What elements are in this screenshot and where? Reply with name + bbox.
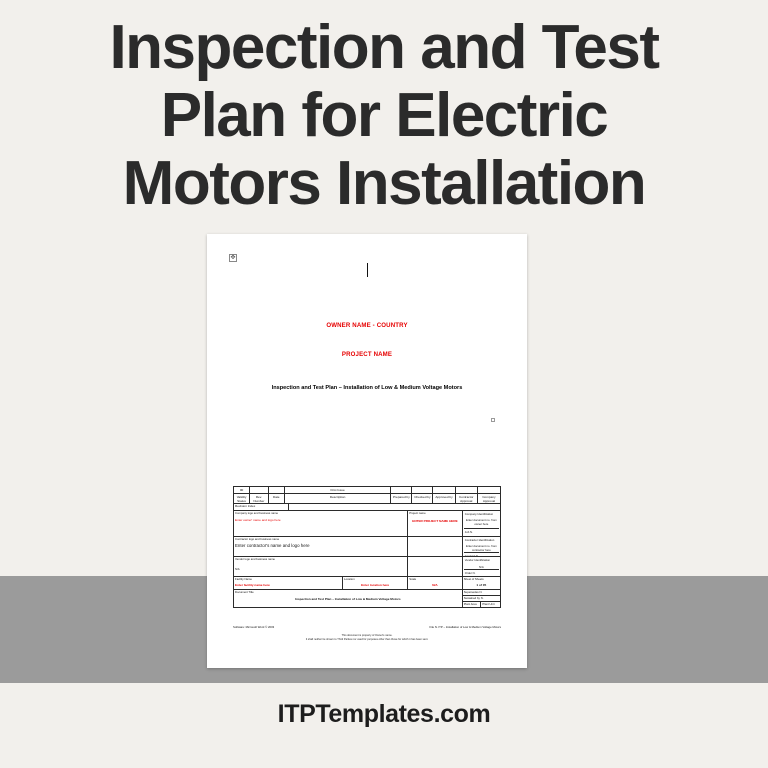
revision-index-cell: Revision Index [234,504,289,511]
col-validity-status: Validity Status [234,494,250,504]
location-value: Enter location here [361,583,390,587]
revision-columns-row [234,494,500,504]
brand-footer: ITPTemplates.com [277,700,491,728]
document-title-row [234,590,500,607]
plant-area-label: Plant Area [463,602,477,606]
project-name-value: ENTER PROJECT NAME HERE [412,519,458,523]
spacer-cell-f [456,487,478,494]
plant-unit-label: Plant Unit [482,602,495,606]
contractor-row [234,537,500,557]
document-title-block [234,590,463,607]
project-name-label: Project name [409,511,426,515]
company-identification-value: Enter document no. from owner here [465,517,497,526]
sheet-value: 1 of 05 [476,583,487,587]
document-footer-row [233,625,501,629]
page-title [0,14,768,218]
contractor-row-spacer [408,537,463,557]
page-title-line-2: Plan for Electric [160,81,608,150]
contractor-identification-label: Contractor Identification [464,537,495,542]
order-number-cell [464,570,499,576]
file-label: File N. ITP – Installation of Low & Medium Voltage Motors [429,625,501,629]
facility-name-label: Facility Name [235,577,252,581]
legal-line-1: This document is property of Owner's name. [341,634,393,637]
contractor-logo-label: Contractor logo and business name [235,537,280,541]
col-date: Date [269,494,285,504]
text-cursor-icon [367,263,368,277]
plant-cells [463,602,500,607]
software-label: Software: Microsoft Word © 2003 [233,625,275,629]
company-row [234,511,500,537]
document-heading: Inspection and Test Plan – Installation of Low & Medium Voltage Motors [271,385,463,391]
spacer-cell-e [433,487,455,494]
revision-index-blank [289,504,500,511]
anchor-marker-icon [491,418,495,422]
col-prepared-by: Prepared by [391,494,412,504]
company-identification-label: Company Identification [464,511,494,516]
company-logo-block [234,511,408,537]
page-title-line-1: Inspection and Test [109,13,659,82]
first-issue-cell: First Issue [285,487,392,494]
location-label: Location [344,577,355,581]
sheet-label: Sheet of Sheets [463,577,484,581]
legal-line-2: It shall neither be shown to Third Parties nor used for purposes other than those for which it has been sent. [305,637,429,641]
page-title-line-3: Motors Installation [122,149,646,218]
revision-number-cell: 00 [234,487,250,494]
scale-value: N/A [432,583,438,587]
spacer-cell-c [391,487,412,494]
document-title-value: Inspection and Test Plan – Installation of Low & Medium Voltage Motors [295,597,401,601]
project-name-line: PROJECT NAME [341,351,393,358]
facility-name-block [234,577,343,590]
spacer-cell-b [269,487,285,494]
col-description: Description [285,494,392,504]
document-preview[interactable] [207,234,527,668]
revision-header-row [234,487,500,494]
spacer-cell-d [412,487,433,494]
sheet-block [463,577,500,590]
company-logo-value: Enter owner' name and logo here [235,518,281,522]
vendor-identification-label: Vendor Identification [464,557,491,562]
contractor-identification-top [464,537,499,553]
contract-number-label: Contract N. [464,553,479,557]
vendor-logo-block [234,557,408,577]
vendor-row-spacer [408,557,463,577]
revision-index-row [234,504,500,511]
contractor-identification-value: Enter document no. from contractor here [465,543,497,552]
vendor-logo-label: Vendor logo and business name [235,557,275,561]
supersedes-label: Supersedes N. [463,590,483,594]
col-company-approval: Company Approval [478,494,500,504]
vendor-row [234,557,500,577]
legal-notice [233,634,501,641]
move-handle-icon[interactable]: ✥ [230,255,236,261]
facility-row [234,577,500,590]
contractor-logo-block [234,537,408,557]
owner-name-line: OWNER NAME - COUNTRY [326,322,408,329]
plant-area-cell [463,602,482,607]
order-number-label: Order N. [464,570,476,575]
plant-unit-cell [481,602,500,607]
project-name-block [408,511,463,537]
spacer-cell-g [478,487,500,494]
job-number-label: Job N. [464,529,473,534]
document-title-label: Document Title [235,590,254,594]
facility-name-value: Enter facility name here [235,583,270,587]
company-identification-block [463,511,500,537]
document-meta-block [463,590,500,607]
col-rev-number: Rev. Number [250,494,269,504]
contractor-identification-block [463,537,500,557]
vendor-identification-value: N/A [479,564,484,569]
title-block-table [233,486,501,608]
col-checked-by: Checked by [412,494,433,504]
company-logo-label: Company logo and business name [235,511,279,515]
vendor-identification-top [464,557,499,570]
vendor-identification-block [463,557,500,577]
contractor-logo-value: Enter contractor's name and logo here [235,543,310,548]
col-contractor-approval: Contractor Approval [456,494,478,504]
job-number-cell [464,529,499,535]
vendor-logo-value: N/A [235,567,240,571]
col-approved-by: Approved by [433,494,455,504]
spacer-cell-a [250,487,269,494]
scale-label: Scale [409,577,417,581]
company-identification-top [464,511,499,529]
scale-block [408,577,463,590]
sustained-label: Sustained by N. [463,596,484,600]
location-block [343,577,408,590]
